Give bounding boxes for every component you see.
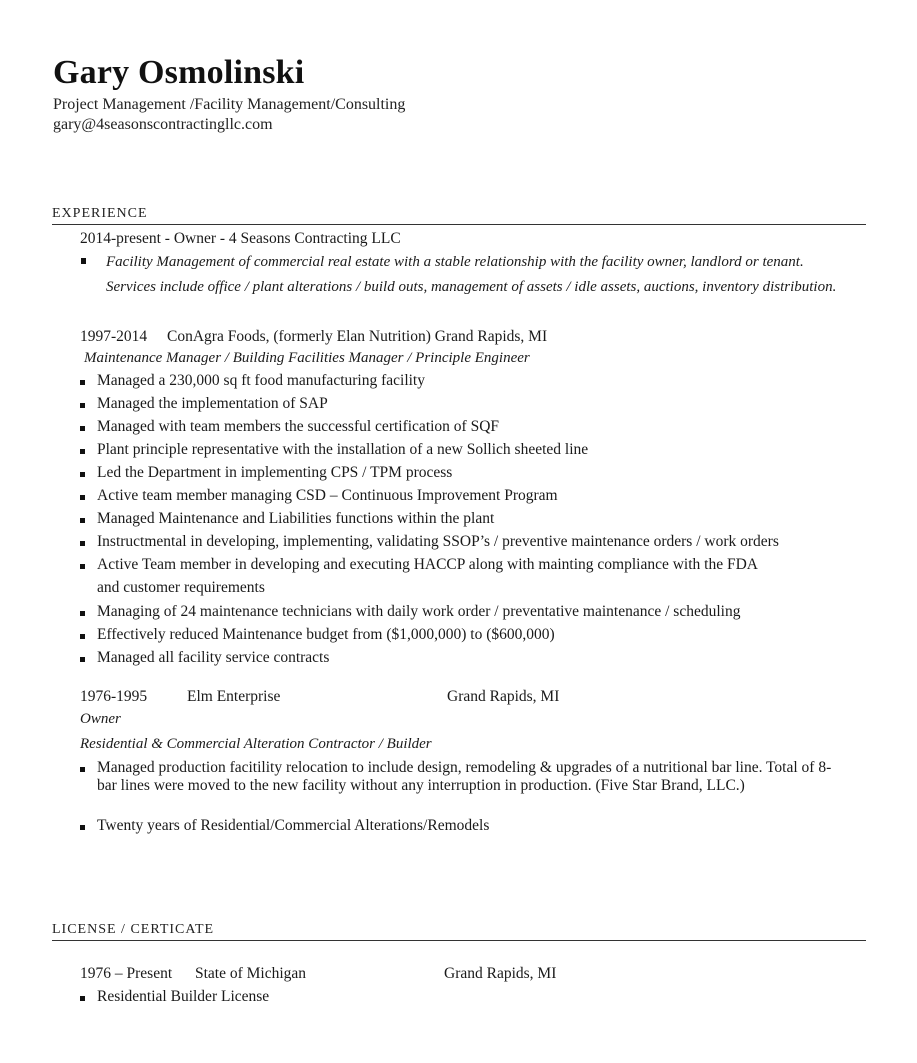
list-item: Managed with team members the successful certification of SQF bbox=[97, 418, 500, 435]
job2-employer: ConAgra Foods, (formerly Elan Nutrition) Grand Rapids, MI bbox=[167, 328, 548, 345]
bullet-icon bbox=[80, 825, 85, 830]
bullet-icon bbox=[80, 657, 85, 662]
license-item: Residential Builder License bbox=[97, 988, 270, 1005]
resume-name: Gary Osmolinski bbox=[53, 54, 305, 91]
bullet-icon bbox=[80, 403, 85, 408]
list-item: Managed a 230,000 sq ft food manufacturing facility bbox=[97, 372, 425, 389]
bullet-icon bbox=[80, 564, 85, 569]
job1-bullet-line2: Services include office / plant alterations / build outs, management of assets / idle assets, auctions, inventory distribution. bbox=[106, 279, 837, 295]
experience-divider bbox=[52, 224, 866, 225]
job2-years: 1997-2014 bbox=[80, 328, 148, 345]
job3-employer: Elm Enterprise bbox=[187, 688, 281, 705]
list-item: Managing of 24 maintenance technicians with daily work order / preventative maintenance / scheduling bbox=[97, 603, 741, 620]
resume-email: gary@4seasonscontractingllc.com bbox=[53, 116, 273, 133]
bullet-icon bbox=[80, 634, 85, 639]
list-item-continuation: and customer requirements bbox=[97, 579, 265, 596]
list-item: Managed all facility service contracts bbox=[97, 649, 330, 666]
license-issuer: State of Michigan bbox=[195, 965, 307, 982]
bullet-icon bbox=[80, 495, 85, 500]
license-years: 1976 – Present bbox=[80, 965, 173, 982]
list-item: Managed Maintenance and Liabilities functions within the plant bbox=[97, 510, 495, 527]
bullet-icon bbox=[80, 518, 85, 523]
list-item: Led the Department in implementing CPS / TPM process bbox=[97, 464, 453, 481]
resume-tagline: Project Management /Facility Management/Consulting bbox=[53, 96, 406, 113]
list-item: Instructmental in developing, implementing, validating SSOP’s / preventive maintenance orders / work orders bbox=[97, 533, 779, 550]
license-heading: LICENSE / CERTICATE bbox=[52, 922, 215, 937]
job3-role: Residential & Commercial Alteration Contractor / Builder bbox=[80, 736, 432, 752]
list-item: Twenty years of Residential/Commercial Alterations/Remodels bbox=[97, 817, 490, 834]
list-item: Managed the implementation of SAP bbox=[97, 395, 328, 412]
list-item: Active team member managing CSD – Continuous Improvement Program bbox=[97, 487, 558, 504]
bullet-icon bbox=[80, 472, 85, 477]
bullet-icon bbox=[81, 258, 86, 264]
bullet-icon bbox=[80, 611, 85, 616]
job1-bullet-line1: Facility Management of commercial real estate with a stable relationship with the facility owner, landlord or tenant. bbox=[106, 254, 804, 270]
bullet-icon bbox=[80, 767, 85, 772]
license-divider bbox=[52, 940, 866, 941]
job2-titles: Maintenance Manager / Building Facilities Manager / Principle Engineer bbox=[84, 350, 530, 366]
bullet-icon bbox=[80, 426, 85, 431]
list-item: Plant principle representative with the installation of a new Sollich sheeted line bbox=[97, 441, 589, 458]
bullet-icon bbox=[80, 996, 85, 1001]
experience-heading: EXPERIENCE bbox=[52, 206, 148, 221]
job3-years: 1976-1995 bbox=[80, 688, 148, 705]
job1-line: 2014-present - Owner - 4 Seasons Contracting LLC bbox=[80, 230, 401, 247]
job3-location: Grand Rapids, MI bbox=[447, 688, 560, 705]
license-location: Grand Rapids, MI bbox=[444, 965, 557, 982]
bullet-icon bbox=[80, 541, 85, 546]
job3-title: Owner bbox=[80, 711, 121, 727]
list-item: Active Team member in developing and executing HACCP along with mainting compliance with the FDA bbox=[97, 556, 758, 573]
list-item: Managed production facitility relocation to include design, remodeling & upgrades of a nutritional bar line. Total of 8- bbox=[97, 759, 832, 776]
list-item: Effectively reduced Maintenance budget from ($1,000,000) to ($600,000) bbox=[97, 626, 555, 643]
bullet-icon bbox=[80, 380, 85, 385]
bullet-icon bbox=[80, 449, 85, 454]
list-item-continuation: bar lines were moved to the new facility without any interruption in production. (Five Star Brand, LLC.) bbox=[97, 777, 745, 794]
